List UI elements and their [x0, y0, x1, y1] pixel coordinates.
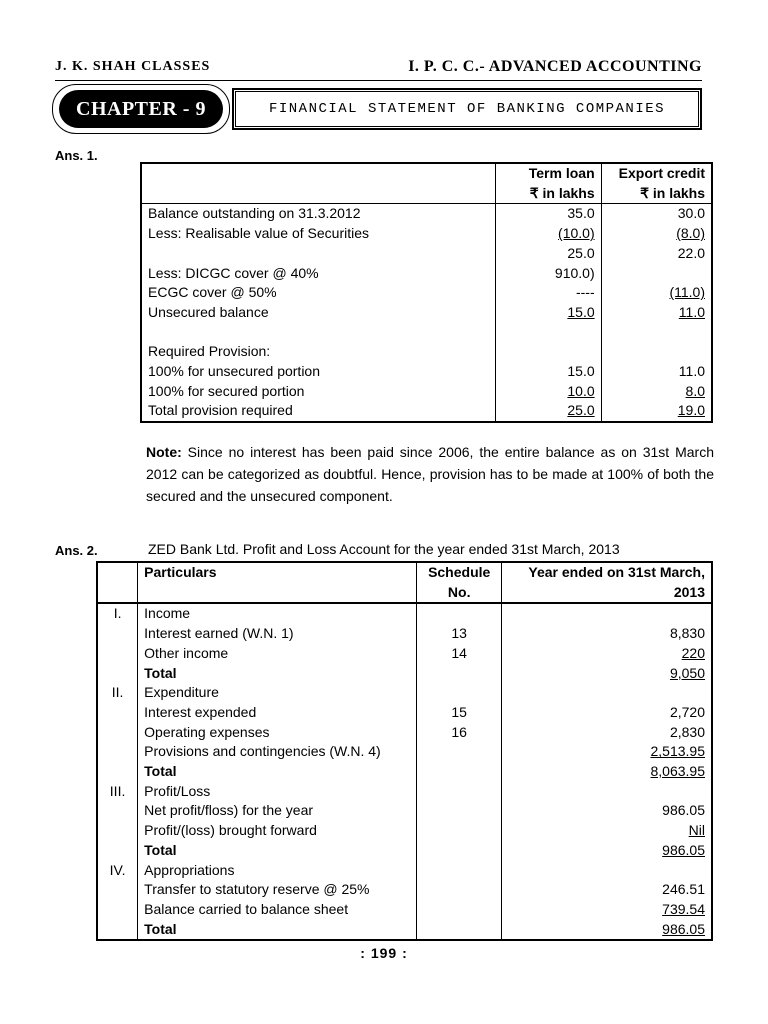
table-row: [97, 742, 712, 762]
amount-cell-text: 220: [681, 644, 705, 661]
particular-cell-text: 100% for secured portion: [148, 382, 305, 399]
particular-cell-text: Income: [144, 605, 191, 622]
schedule-cell: [417, 723, 502, 743]
header-cell: ₹ in lakhs: [495, 184, 601, 204]
particular-cell: [141, 204, 495, 224]
chapter-badge: CHAPTER - 9: [59, 90, 223, 128]
header-cell: [138, 583, 417, 604]
term-loan-cell-text: 10.0: [567, 382, 595, 399]
particular-cell: [141, 244, 495, 264]
schedule-cell: [417, 900, 502, 920]
section-number-cell: [97, 703, 138, 723]
table-row: [141, 264, 712, 284]
institute-name: J. K. SHAH CLASSES: [55, 59, 211, 74]
export-credit-cell: [601, 323, 712, 343]
particular-cell-text: Interest earned (W.N. 1): [144, 625, 294, 642]
term-loan-cell-text: 15.0: [567, 363, 595, 380]
export-credit-cell-text: 22.0: [677, 244, 705, 261]
table-row: [97, 624, 712, 644]
table-row: [141, 204, 712, 224]
chapter-title: FINANCIAL STATEMENT OF BANKING COMPANIES: [235, 91, 699, 127]
particular-cell-text: 100% for unsecured portion: [148, 363, 320, 380]
section-number-cell: [97, 624, 138, 644]
term-loan-cell: [495, 204, 601, 224]
header-cell: Year ended on 31st March,: [502, 562, 712, 583]
amount-cell-text: 9,050: [669, 664, 705, 681]
export-credit-cell: [601, 224, 712, 244]
table-header-row: [141, 184, 712, 204]
term-loan-cell-text: 35.0: [567, 205, 595, 222]
schedule-cell-text: 16: [451, 723, 467, 740]
particular-cell: [138, 841, 417, 861]
header-cell: ₹ in lakhs: [601, 184, 712, 204]
section-number-cell: [97, 880, 138, 900]
header-cell: 2013: [502, 583, 712, 604]
schedule-cell: [417, 664, 502, 684]
export-credit-cell: [601, 342, 712, 362]
particular-cell: [138, 723, 417, 743]
amount-cell: [502, 880, 712, 900]
amount-cell: [502, 683, 712, 703]
term-loan-cell: [495, 283, 601, 303]
particular-cell: [138, 683, 417, 703]
header-cell: [97, 583, 138, 604]
term-loan-cell-text: ----: [575, 284, 595, 301]
header-cell: No.: [417, 583, 502, 604]
section-number-cell-text: IV.: [109, 861, 126, 878]
section-number-cell: [97, 723, 138, 743]
term-loan-cell-text: 25.0: [567, 244, 595, 261]
table-row: [97, 821, 712, 841]
profit-loss-table: [96, 561, 713, 941]
section-number-cell: [97, 920, 138, 941]
export-credit-cell-text: (8.0): [676, 225, 705, 242]
schedule-cell: [417, 603, 502, 624]
amount-cell: [502, 624, 712, 644]
section-number-cell: [97, 762, 138, 782]
term-loan-cell-text: 25.0: [567, 402, 595, 419]
schedule-cell: [417, 841, 502, 861]
table-row: [97, 841, 712, 861]
schedule-cell-text: 13: [451, 625, 467, 642]
ans2-caption: ZED Bank Ltd. Profit and Loss Account for the year ended 31st March, 2013: [148, 541, 620, 557]
table-row: [97, 664, 712, 684]
particular-cell-text: Interest expended: [144, 703, 257, 720]
schedule-cell: [417, 742, 502, 762]
particular-cell: [141, 323, 495, 343]
particular-cell-text: Required Provision:: [148, 343, 271, 360]
particular-cell-text: Total: [144, 841, 177, 858]
particular-cell-text: Operating expenses: [144, 723, 270, 740]
amount-cell-text: 2,720: [669, 703, 705, 720]
amount-cell: [502, 782, 712, 802]
export-credit-cell: [601, 362, 712, 382]
export-credit-cell-text: 8.0: [685, 382, 705, 399]
export-credit-cell-text: 11.0: [678, 303, 705, 320]
amount-cell-text: 739.54: [662, 900, 705, 917]
section-number-cell: [97, 742, 138, 762]
page-number: : 199 :: [360, 945, 408, 961]
term-loan-cell-text: 910.0): [554, 264, 595, 281]
particular-cell: [141, 303, 495, 323]
table-header-row: [141, 163, 712, 184]
section-number-cell-text: III.: [109, 782, 126, 799]
particular-cell-text: Unsecured balance: [148, 303, 269, 320]
header-cell: Schedule: [417, 562, 502, 583]
particular-cell: [138, 624, 417, 644]
table-row: [97, 703, 712, 723]
amount-cell-text: 986.05: [662, 841, 705, 858]
export-credit-cell: [601, 382, 712, 402]
term-loan-cell-text: 15.0: [567, 303, 595, 320]
header-cell: Particulars: [138, 562, 417, 583]
term-loan-cell-text: (10.0): [558, 225, 595, 242]
section-number-cell: [97, 664, 138, 684]
export-credit-cell: [601, 204, 712, 224]
amount-cell: [502, 801, 712, 821]
table-row: [97, 920, 712, 941]
header-cell: [141, 163, 495, 184]
header-cell: Export credit: [601, 163, 712, 184]
particular-cell-text: Transfer to statutory reserve @ 25%: [144, 881, 370, 898]
schedule-cell: [417, 880, 502, 900]
particular-cell-text: Total: [144, 920, 177, 937]
particular-cell-text: Net profit/floss) for the year: [144, 802, 314, 819]
amount-cell-text: Nil: [688, 822, 705, 839]
table-row: [97, 782, 712, 802]
amount-cell: [502, 821, 712, 841]
particular-cell-text: Less: Realisable value of Securities: [148, 225, 370, 242]
particular-cell: [141, 401, 495, 422]
particular-cell-text: Provisions and contingencies (W.N. 4): [144, 743, 381, 760]
schedule-cell: [417, 782, 502, 802]
ans2-label: Ans. 2.: [55, 543, 98, 558]
term-loan-cell: [495, 224, 601, 244]
particular-cell: [138, 900, 417, 920]
particular-cell-text: Other income: [144, 644, 229, 661]
section-number-cell: [97, 782, 138, 802]
particular-cell: [138, 603, 417, 624]
term-loan-cell: [495, 382, 601, 402]
section-number-cell: [97, 900, 138, 920]
section-number-cell: [97, 683, 138, 703]
particular-cell: [138, 762, 417, 782]
table-row: [97, 861, 712, 881]
section-number-cell: [97, 603, 138, 624]
schedule-cell-text: 15: [451, 703, 467, 720]
particular-cell: [141, 224, 495, 244]
particular-cell: [138, 880, 417, 900]
particular-cell-text: Less: DICGC cover @ 40%: [148, 264, 319, 281]
term-loan-cell: [495, 342, 601, 362]
amount-cell: [502, 603, 712, 624]
table-row: [141, 362, 712, 382]
export-credit-cell-text: 19.0: [677, 402, 705, 419]
particular-cell-text: Profit/Loss: [144, 782, 211, 799]
table-row: [141, 342, 712, 362]
schedule-cell-text: 14: [451, 644, 467, 661]
particular-cell: [138, 703, 417, 723]
amount-cell-text: 2,513.95: [650, 743, 705, 760]
particular-cell: [141, 264, 495, 284]
table-row: [141, 303, 712, 323]
subject-title: I. P. C. C.- ADVANCED ACCOUNTING: [408, 58, 702, 75]
table-header-row: [97, 562, 712, 583]
amount-cell: [502, 861, 712, 881]
particular-cell-text: Total: [144, 664, 177, 681]
section-number-cell: [97, 861, 138, 881]
particular-cell: [138, 782, 417, 802]
particular-cell-text: Balance carried to balance sheet: [144, 900, 349, 917]
particular-cell-text: Profit/(loss) brought forward: [144, 822, 317, 839]
table-row: [97, 683, 712, 703]
amount-cell-text: 2,830: [669, 723, 705, 740]
amount-cell: [502, 742, 712, 762]
ans1-label: Ans. 1.: [55, 148, 98, 163]
particular-cell: [141, 342, 495, 362]
amount-cell: [502, 900, 712, 920]
section-number-cell: [97, 644, 138, 664]
section-number-cell-text: II.: [111, 684, 124, 701]
amount-cell: [502, 762, 712, 782]
section-number-cell: [97, 821, 138, 841]
section-number-cell-text: I.: [113, 605, 122, 622]
amount-cell-text: 8,063.95: [650, 763, 705, 780]
term-loan-cell: [495, 303, 601, 323]
section-number-cell: [97, 841, 138, 861]
amount-cell: [502, 920, 712, 941]
export-credit-cell: [601, 303, 712, 323]
term-loan-cell: [495, 244, 601, 264]
amount-cell: [502, 841, 712, 861]
table-row: [97, 762, 712, 782]
amount-cell: [502, 664, 712, 684]
table-header-row: [97, 583, 712, 604]
particular-cell-text: Total: [144, 763, 177, 780]
export-credit-cell: [601, 283, 712, 303]
particular-cell: [138, 821, 417, 841]
particular-cell-text: ECGC cover @ 50%: [148, 284, 277, 301]
amount-cell: [502, 644, 712, 664]
particular-cell: [141, 283, 495, 303]
table-row: [141, 283, 712, 303]
particular-cell: [141, 362, 495, 382]
particular-cell-text: Appropriations: [144, 861, 235, 878]
amount-cell-text: 246.51: [662, 881, 705, 898]
term-loan-cell: [495, 362, 601, 382]
schedule-cell: [417, 624, 502, 644]
particular-cell: [138, 664, 417, 684]
table-row: [97, 723, 712, 743]
amount-cell-text: 986.05: [662, 802, 705, 819]
amount-cell: [502, 723, 712, 743]
table-row: [97, 644, 712, 664]
particular-cell: [138, 801, 417, 821]
particular-cell: [138, 644, 417, 664]
table-row: [97, 880, 712, 900]
header-rule: [55, 80, 702, 81]
header-cell: [141, 184, 495, 204]
schedule-cell: [417, 703, 502, 723]
term-loan-cell: [495, 264, 601, 284]
amount-cell: [502, 703, 712, 723]
particular-cell-text: Balance outstanding on 31.3.2012: [148, 205, 361, 222]
schedule-cell: [417, 920, 502, 941]
header-cell: [97, 562, 138, 583]
particular-cell-text: Expenditure: [144, 684, 219, 701]
table-row: [97, 900, 712, 920]
table-row: [141, 401, 712, 422]
export-credit-cell: [601, 401, 712, 422]
schedule-cell: [417, 801, 502, 821]
particular-cell: [138, 742, 417, 762]
schedule-cell: [417, 861, 502, 881]
particular-cell-text: Total provision required: [148, 402, 293, 419]
amount-cell-text: 8,830: [669, 625, 705, 642]
export-credit-cell-text: (11.0): [669, 284, 705, 301]
particular-cell: [141, 382, 495, 402]
table-row: [141, 224, 712, 244]
export-credit-cell: [601, 264, 712, 284]
particular-cell: [138, 861, 417, 881]
table-row: [97, 801, 712, 821]
term-loan-cell: [495, 323, 601, 343]
table-row: [97, 603, 712, 624]
table-row: [141, 244, 712, 264]
export-credit-cell: [601, 244, 712, 264]
section-number-cell: [97, 801, 138, 821]
export-credit-cell-text: 11.0: [678, 363, 705, 380]
particular-cell: [138, 920, 417, 941]
provision-table: [140, 162, 713, 423]
table-row: [141, 382, 712, 402]
note-paragraph: [146, 441, 714, 507]
term-loan-cell: [495, 401, 601, 422]
schedule-cell: [417, 821, 502, 841]
table-row: [141, 323, 712, 343]
schedule-cell: [417, 762, 502, 782]
amount-cell-text: 986.05: [662, 920, 705, 937]
note-text: Since no interest has been paid since 2006, the entire balance as on 31st March 2012 can be categorized as doubtful. Hence, provision has to be made at 100% of both the secured and the unsecured component.: [146, 444, 714, 504]
schedule-cell: [417, 644, 502, 664]
schedule-cell: [417, 683, 502, 703]
header-cell: Term loan: [495, 163, 601, 184]
export-credit-cell-text: 30.0: [677, 205, 705, 222]
note-label: Note:: [146, 444, 182, 460]
